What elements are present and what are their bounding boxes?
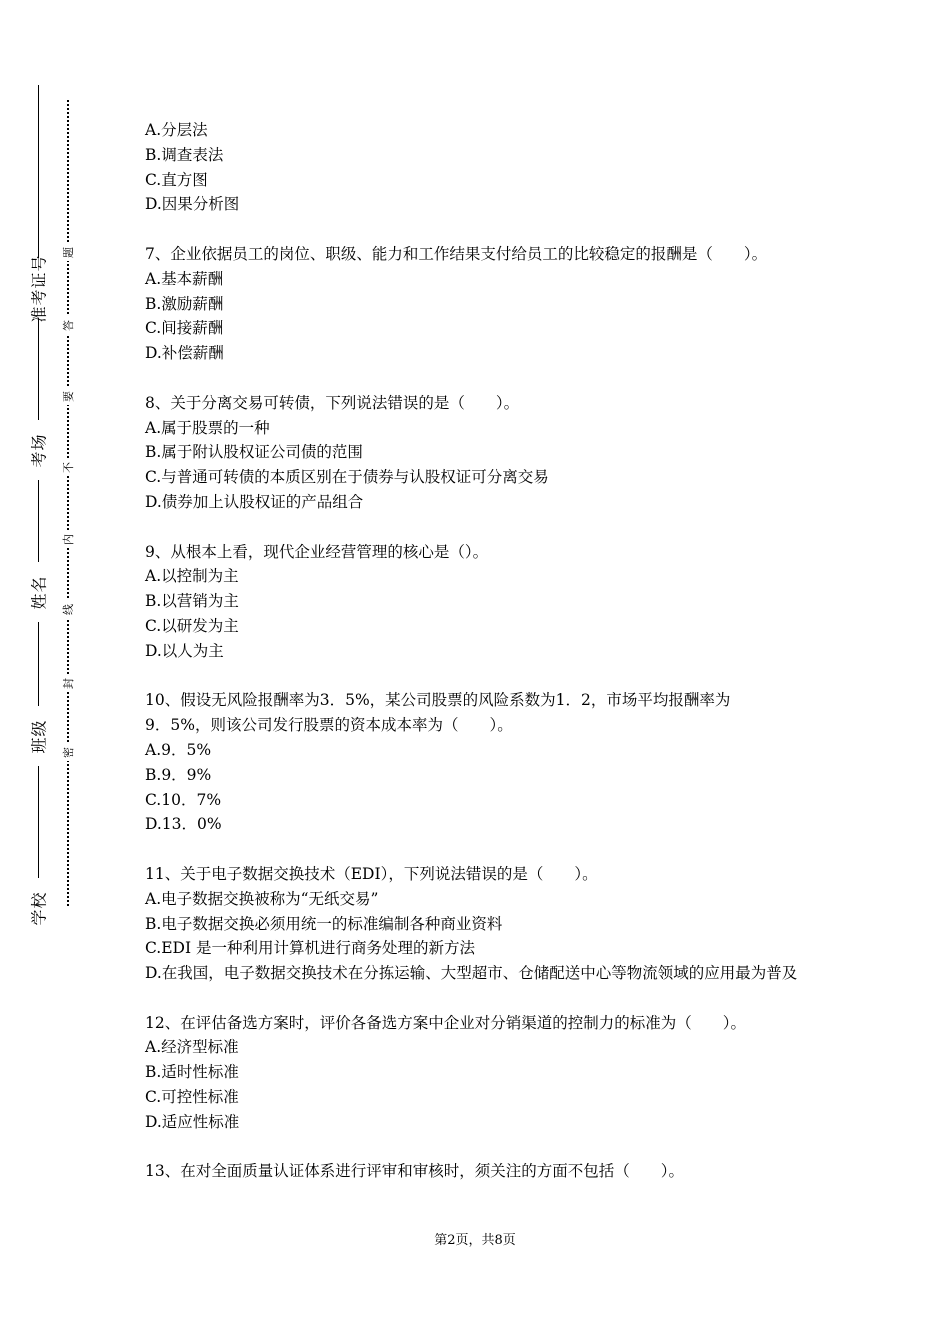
option-a: A.分层法 [145, 121, 208, 139]
question-8 [145, 391, 845, 515]
option-c: C.直方图 [145, 170, 208, 189]
option-b: B.以营销为主 [145, 592, 239, 611]
question-stem: 13、在对全面质量认证体系进行评审和审核时，须关注的方面不包括（ ）。 [145, 1162, 684, 1181]
option-d: D.适应性标准 [145, 1112, 240, 1131]
option-d: D.在我国，电子数据交换技术在分拣运输、大型超市、仓储配送中心等物流领域的应用最为普及 [145, 964, 798, 983]
question-stem: 8、关于分离交易可转债，下列说法错误的是（ ）。 [145, 393, 520, 412]
seal-char: 要 [58, 387, 78, 405]
page-footer: 第2页，共8页 [434, 1233, 516, 1248]
question-7 [145, 242, 845, 366]
question-6-options [145, 118, 845, 217]
option-a: A.以控制为主 [145, 567, 239, 586]
question-stem: 11、关于电子数据交换技术（EDI），下列说法错误的是（ ）。 [145, 864, 598, 883]
binding-solid-line [38, 85, 39, 930]
option-d: D.13．0% [145, 815, 222, 834]
name-field-label: 姓名 [20, 562, 56, 622]
class-field-label: 班级 [20, 706, 56, 766]
seal-char: 题 [58, 243, 78, 261]
question-stem: 12、在评估备选方案时，评价各备选方案中企业对分销渠道的控制力的标准为（ ）。 [145, 1013, 746, 1032]
seal-char: 封 [58, 674, 78, 692]
question-9 [145, 540, 845, 664]
option-d: D.债券加上认股权证的产品组合 [145, 492, 364, 511]
option-c: C.10．7% [145, 790, 222, 809]
question-stem: 10、假设无风险报酬率为3．5%，某公司股票的风险系数为1．2，市场平均报酬率为 [145, 691, 731, 710]
seal-char: 答 [58, 316, 78, 334]
seal-char: 不 [58, 458, 78, 476]
question-10 [145, 688, 845, 837]
option-c: C.可控性标准 [145, 1088, 239, 1107]
question-list [145, 118, 845, 1209]
option-a: A.经济型标准 [145, 1038, 239, 1057]
question-13 [145, 1159, 845, 1184]
option-a: A.电子数据交换被称为“无纸交易” [145, 889, 379, 908]
option-c: C.与普通可转债的本质区别在于债券与认股权证可分离交易 [145, 468, 549, 487]
option-a: A.基本薪酬 [145, 269, 224, 288]
seal-char: 线 [58, 600, 78, 618]
seal-char: 密 [58, 743, 78, 761]
option-a: A.属于股票的一种 [145, 418, 270, 437]
option-d: D.因果分析图 [145, 195, 240, 214]
option-a: A.9．5% [145, 740, 212, 759]
option-b: B.激励薪酬 [145, 294, 224, 313]
school-field-label: 学校 [20, 878, 56, 938]
option-c: C.以研发为主 [145, 616, 239, 635]
question-stem: 9、从根本上看，现代企业经营管理的核心是（）。 [145, 542, 489, 561]
option-d: D.补偿薪酬 [145, 344, 224, 363]
option-b: B.适时性标准 [145, 1063, 239, 1082]
option-b: B.调查表法 [145, 145, 224, 164]
option-b: B.属于附认股权证公司债的范围 [145, 443, 363, 462]
exam-room-field-label: 考场 [20, 420, 56, 480]
question-12 [145, 1011, 845, 1135]
question-11 [145, 862, 845, 986]
option-b: B.电子数据交换必须用统一的标准编制各种商业资料 [145, 914, 503, 933]
option-c: C.间接薪酬 [145, 319, 224, 338]
seal-char: 内 [58, 530, 78, 548]
option-c: C.EDI 是一种利用计算机进行商务处理的新方法 [145, 939, 476, 958]
question-stem: 7、企业依据员工的岗位、职级、能力和工作结果支付给员工的比较稳定的报酬是（ ）。 [145, 244, 768, 263]
option-d: D.以人为主 [145, 641, 224, 660]
binding-dotted-line [67, 100, 69, 906]
question-stem-continued: 9．5%，则该公司发行股票的资本成本率为（ ）。 [145, 716, 513, 735]
option-b: B.9．9% [145, 765, 212, 784]
admission-number-field-label: 准考证号 [20, 258, 56, 318]
